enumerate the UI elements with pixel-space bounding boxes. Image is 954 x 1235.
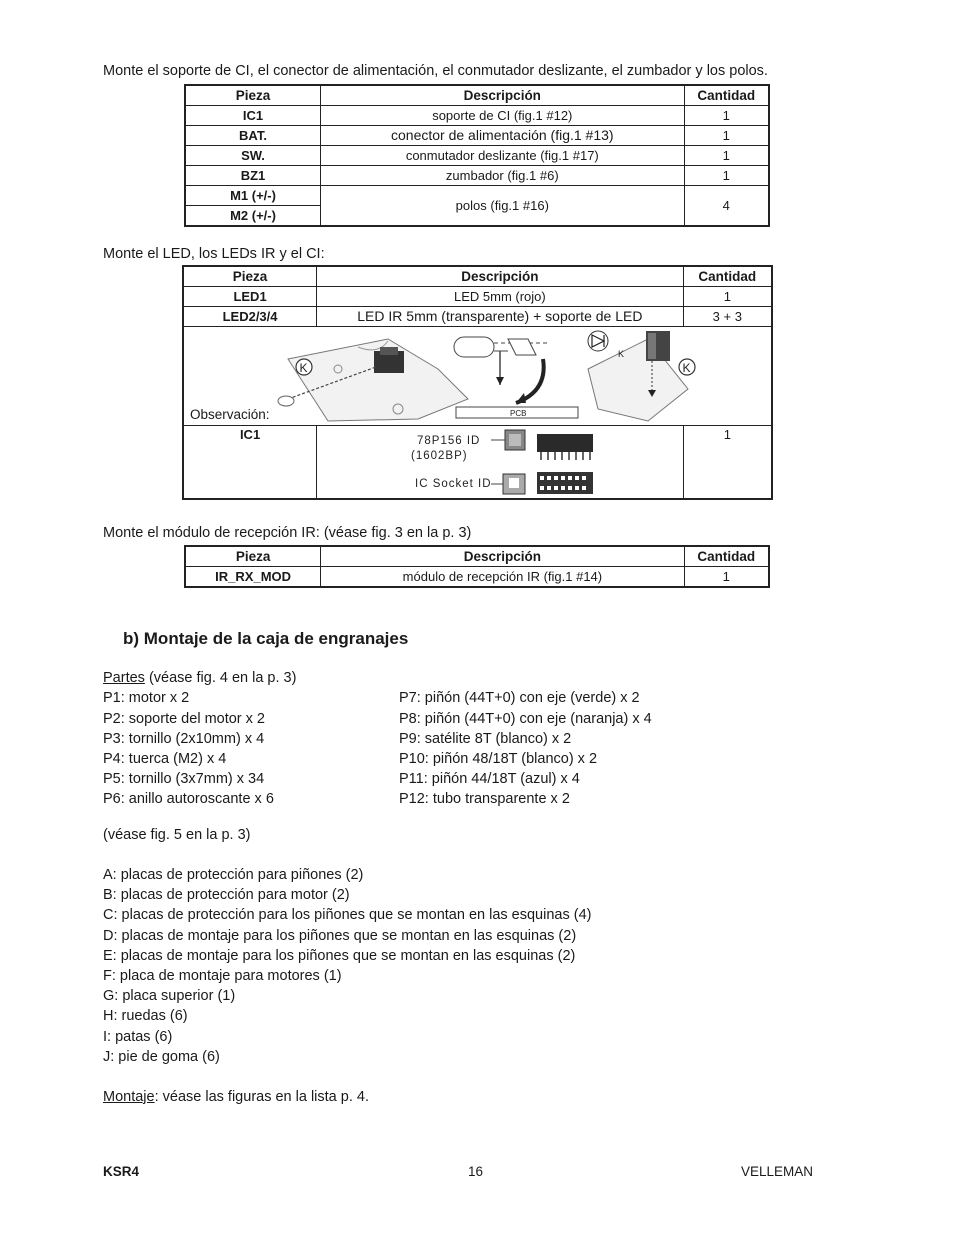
montaje-label: Montaje	[103, 1089, 155, 1105]
list-item: P9: satélite 8T (blanco) x 2	[399, 731, 572, 747]
header-cantidad: Cantidad	[684, 546, 769, 567]
list-item: P1: motor x 2	[103, 690, 190, 706]
list-item: A: placas de protección para piñones (2)	[103, 867, 364, 883]
list-item: P5: tornillo (3x7mm) x 34	[103, 771, 265, 787]
list-item: J: pie de goma (6)	[103, 1049, 220, 1065]
list-item: P12: tubo transparente x 2	[399, 791, 570, 807]
list-item: B: placas de protección para motor (2)	[103, 887, 350, 903]
table-row: LED1 LED 5mm (rojo) 1	[183, 287, 772, 307]
section1-intro: Monte el soporte de CI, el conector de alimentación, el conmutador deslizante, el zumbador y los polos.	[103, 63, 768, 79]
header-descripcion: Descripción	[321, 85, 685, 106]
svg-text:K: K	[618, 349, 625, 359]
list-item: G: placa superior (1)	[103, 988, 236, 1004]
table-row: IC1 78P156 ID (1602BP) IC Socket ID 1	[183, 426, 772, 500]
list-item: D: placas de montaje para los piñones que se montan en las esquinas (2)	[103, 928, 577, 944]
section3-intro: Monte el módulo de recepción IR: (véase fig. 3 en la p. 3)	[103, 525, 472, 541]
partes-line: Partes (véase fig. 4 en la p. 3)	[103, 670, 297, 686]
list-item: P7: piñón (44T+0) con eje (verde) x 2	[399, 690, 640, 706]
header-cantidad: Cantidad	[683, 266, 772, 287]
table-row-observation	[183, 327, 772, 426]
header-pieza: Pieza	[185, 85, 321, 106]
svg-text:PCB: PCB	[510, 409, 527, 418]
section2-intro: Monte el LED, los LEDs IR y el CI:	[103, 246, 325, 262]
list-item: F: placa de montaje para motores (1)	[103, 968, 342, 984]
list-item: P10: piñón 48/18T (blanco) x 2	[399, 751, 598, 767]
page-number: 16	[468, 1164, 484, 1179]
observation-label: Observación:	[190, 407, 270, 422]
header-pieza: Pieza	[185, 546, 321, 567]
montaje-line: Montaje: véase las figuras en la lista p. 4.	[103, 1089, 369, 1105]
list-item: P8: piñón (44T+0) con eje (naranja) x 4	[399, 711, 652, 727]
svg-text:78P156 ID: 78P156 ID	[417, 435, 481, 447]
list-item: P4: tuerca (M2) x 4	[103, 751, 227, 767]
footer-brand: VELLEMAN	[741, 1164, 814, 1179]
list-item: P3: tornillo (2x10mm) x 4	[103, 731, 265, 747]
header-descripcion: Descripción	[321, 546, 684, 567]
table-row: IC1 soporte de CI (fig.1 #12) 1	[185, 106, 769, 126]
svg-text:(1602BP): (1602BP)	[411, 450, 468, 462]
list-item: C: placas de protección para los piñones que se montan en las esquinas (4)	[103, 907, 592, 923]
partes-label: Partes	[103, 670, 145, 686]
list-item: I: patas (6)	[103, 1029, 173, 1045]
table-row: M2 (+/-)	[185, 206, 769, 227]
header-cantidad: Cantidad	[684, 85, 769, 106]
svg-text:K: K	[299, 361, 308, 375]
header-pieza: Pieza	[183, 266, 317, 287]
fig5-ref: (véase fig. 5 en la p. 3)	[103, 827, 251, 843]
list-item: P6: anillo autoroscante x 6	[103, 791, 274, 807]
table-row: LED2/3/4 LED IR 5mm (transparente) + soporte de LED 3 + 3	[183, 307, 772, 327]
parts-table-2	[182, 265, 773, 500]
table-row: BZ1 zumbador (fig.1 #6) 1	[185, 166, 769, 186]
table-row: M1 (+/-) polos (fig.1 #16) 4	[185, 186, 769, 206]
list-item: P2: soporte del motor x 2	[103, 711, 265, 727]
footer-model: KSR4	[103, 1164, 140, 1179]
table-row: IR_RX_MOD módulo de recepción IR (fig.1 #14) 1	[185, 567, 769, 588]
ic-socket-diagram	[319, 426, 679, 498]
header-descripcion: Descripción	[317, 266, 684, 287]
svg-text:IC Socket ID: IC Socket ID	[415, 478, 492, 490]
list-item: P11: piñón 44/18T (azul) x 4	[399, 771, 580, 787]
list-item: H: ruedas (6)	[103, 1008, 188, 1024]
led-mounting-diagram	[268, 329, 691, 425]
list-item: E: placas de montaje para los piñones que se montan en las esquinas (2)	[103, 948, 576, 964]
parts-table-1	[184, 84, 770, 227]
table-row: SW. conmutador deslizante (fig.1 #17) 1	[185, 146, 769, 166]
table-row: BAT. conector de alimentación (fig.1 #13) 1	[185, 126, 769, 146]
svg-text:K: K	[682, 361, 691, 375]
section-heading: b) Montaje de la caja de engranajes	[123, 629, 409, 648]
parts-table-3	[184, 545, 770, 588]
